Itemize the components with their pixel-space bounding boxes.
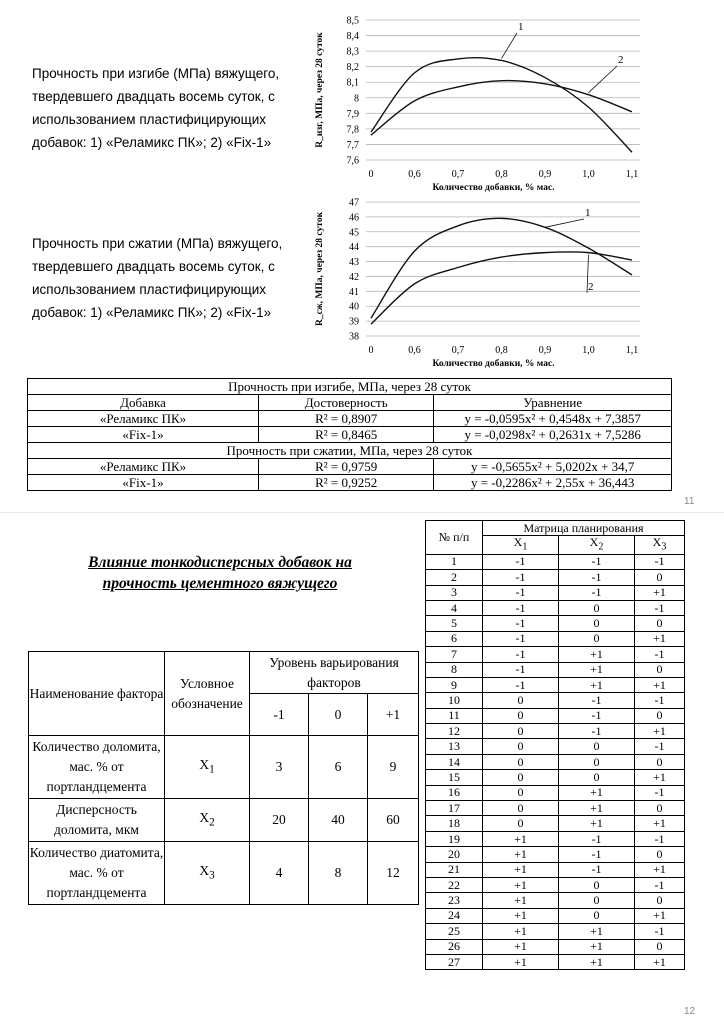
eq-cell: y = -0,0595x² + 0,4548x + 7,3857 xyxy=(434,411,672,427)
factor-value: 4 xyxy=(250,842,309,905)
matrix-cell: +1 xyxy=(635,724,685,739)
table-row xyxy=(426,724,685,739)
table-row xyxy=(426,570,685,585)
matrix-cell: -1 xyxy=(483,554,559,569)
x-tick-label: 1,0 xyxy=(582,345,595,356)
matrix-cell: 0 xyxy=(635,708,685,723)
matrix-row-number: 12 xyxy=(426,724,483,739)
matrix-cell: -1 xyxy=(483,677,559,692)
matrix-cell: 0 xyxy=(559,631,635,646)
matrix-row-number: 2 xyxy=(426,570,483,585)
x-tick-label: 0,7 xyxy=(451,169,465,180)
matrix-cell: 0 xyxy=(483,708,559,723)
matrix-row-number: 6 xyxy=(426,631,483,646)
matrix-cell: 0 xyxy=(559,877,635,892)
table-row xyxy=(28,427,672,443)
matrix-header-num: № п/п xyxy=(426,521,483,555)
matrix-cell: -1 xyxy=(635,554,685,569)
matrix-row-number: 4 xyxy=(426,600,483,615)
matrix-cell: -1 xyxy=(635,785,685,800)
matrix-cell: +1 xyxy=(559,785,635,800)
matrix-cell: -1 xyxy=(635,739,685,754)
matrix-cell: 0 xyxy=(635,662,685,677)
equation-table xyxy=(27,378,672,491)
y-tick-label: 45 xyxy=(349,227,359,239)
matrix-cell: -1 xyxy=(559,554,635,569)
matrix-cell: +1 xyxy=(559,924,635,939)
eq-cell: «Реламикс ПК» xyxy=(28,459,259,475)
table-row xyxy=(426,600,685,615)
matrix-row-number: 16 xyxy=(426,785,483,800)
factor-name: Дисперсность доломита, мкм xyxy=(29,799,165,842)
matrix-cell: 0 xyxy=(483,801,559,816)
matrix-col-x1: $X_1$ xyxy=(483,536,559,554)
table-row xyxy=(426,585,685,600)
factor-value: 40 xyxy=(309,799,368,842)
factor-value: 8 xyxy=(309,842,368,905)
x-tick-label: 0 xyxy=(368,169,374,180)
x-tick-label: 0,9 xyxy=(538,169,552,180)
x-tick-label: 0,9 xyxy=(538,345,552,356)
y-tick-label: 8,3 xyxy=(346,46,359,58)
matrix-cell: -1 xyxy=(635,647,685,662)
table-row xyxy=(426,785,685,800)
eq-cell: «Реламикс ПК» xyxy=(28,411,259,427)
matrix-row-number: 1 xyxy=(426,554,483,569)
chart-bending-strength xyxy=(300,8,639,203)
eq-cell: R² = 0,8907 xyxy=(259,411,434,427)
y-axis-label: R_изг, МПа, через 28 суток xyxy=(315,32,325,148)
matrix-cell: +1 xyxy=(559,662,635,677)
page-number: 12 xyxy=(684,1006,696,1017)
matrix-col-x3: $X_3$ xyxy=(635,536,685,554)
x-axis-label: Количество добавки, % мас. xyxy=(432,183,555,193)
y-tick-label: 8,1 xyxy=(346,77,359,89)
eq-header-reliability: Достоверность xyxy=(259,395,434,411)
matrix-cell: -1 xyxy=(635,877,685,892)
y-axis-label: R_сж, МПа, через 28 суток xyxy=(315,211,325,327)
matrix-row-number: 7 xyxy=(426,647,483,662)
matrix-cell: 0 xyxy=(635,570,685,585)
matrix-cell: 0 xyxy=(559,739,635,754)
matrix-cell: -1 xyxy=(483,616,559,631)
page-divider xyxy=(0,512,724,513)
y-tick-label: 7,6 xyxy=(346,155,359,167)
y-tick-label: 7,8 xyxy=(346,124,359,136)
matrix-cell: +1 xyxy=(559,954,635,969)
matrix-row-number: 19 xyxy=(426,831,483,846)
matrix-row-number: 21 xyxy=(426,862,483,877)
factor-value: 12 xyxy=(368,842,419,905)
x-axis-label: Количество добавки, % мас. xyxy=(432,359,555,369)
matrix-cell: -1 xyxy=(559,862,635,877)
table-row xyxy=(426,831,685,846)
matrix-row-number: 14 xyxy=(426,754,483,769)
y-tick-label: 8 xyxy=(354,93,359,105)
table-row xyxy=(28,411,672,427)
matrix-cell: +1 xyxy=(483,939,559,954)
series-line-1 xyxy=(371,58,632,153)
matrix-row-number: 9 xyxy=(426,677,483,692)
matrix-cell: +1 xyxy=(483,877,559,892)
matrix-cell: 0 xyxy=(483,754,559,769)
table-row xyxy=(426,893,685,908)
factors-header-levels: Уровень варьирования факторов xyxy=(250,652,419,694)
matrix-cell: +1 xyxy=(559,801,635,816)
factors-header-name: Наименование фактора xyxy=(29,652,165,736)
matrix-cell: +1 xyxy=(483,831,559,846)
matrix-cell: +1 xyxy=(635,816,685,831)
page-number: 11 xyxy=(684,496,695,507)
table-row xyxy=(426,693,685,708)
y-tick-label: 42 xyxy=(349,271,359,283)
y-tick-label: 47 xyxy=(349,197,359,209)
matrix-cell: 0 xyxy=(483,816,559,831)
matrix-cell: -1 xyxy=(483,585,559,600)
matrix-cell: -1 xyxy=(559,585,635,600)
matrix-cell: -1 xyxy=(483,600,559,615)
factor-value: 3 xyxy=(250,736,309,799)
series-label: 1 xyxy=(518,21,524,33)
x-tick-label: 0,8 xyxy=(495,345,508,356)
x-tick-label: 1,1 xyxy=(625,345,639,356)
matrix-cell: 0 xyxy=(559,754,635,769)
matrix-row-number: 13 xyxy=(426,739,483,754)
matrix-cell: -1 xyxy=(559,847,635,862)
eq-cell: «Fix-1» xyxy=(28,475,259,491)
y-tick-label: 8,4 xyxy=(346,31,359,43)
y-tick-label: 43 xyxy=(349,257,359,269)
matrix-row-number: 18 xyxy=(426,816,483,831)
factors-header-symbol: Условное обозначение xyxy=(165,652,250,736)
matrix-cell: -1 xyxy=(483,570,559,585)
factor-symbol: $X_3$ xyxy=(165,842,250,905)
factor-value: 9 xyxy=(368,736,419,799)
x-tick-label: 0,7 xyxy=(451,345,465,356)
matrix-cell: -1 xyxy=(559,570,635,585)
matrix-row-number: 27 xyxy=(426,954,483,969)
eq-cell: y = -0,0298x² + 0,2631x + 7,5286 xyxy=(434,427,672,443)
y-tick-label: 40 xyxy=(349,301,359,313)
x-tick-label: 1,0 xyxy=(582,169,595,180)
matrix-row-number: 25 xyxy=(426,924,483,939)
factors-level: +1 xyxy=(368,694,419,736)
eq-section1-title: Прочность при изгибе, МПа, через 28 суток xyxy=(28,379,672,395)
matrix-row-number: 10 xyxy=(426,693,483,708)
y-tick-label: 46 xyxy=(349,212,359,224)
table-row xyxy=(426,677,685,692)
matrix-cell: +1 xyxy=(483,893,559,908)
y-tick-label: 44 xyxy=(349,242,359,254)
table-row xyxy=(29,736,419,799)
page-title: Влияние тонкодисперсных добавок на прочность цементного вяжущего xyxy=(88,554,352,592)
matrix-cell: +1 xyxy=(559,939,635,954)
matrix-cell: 0 xyxy=(635,893,685,908)
matrix-row-number: 20 xyxy=(426,847,483,862)
x-tick-label: 0,8 xyxy=(495,169,508,180)
matrix-cell: 0 xyxy=(635,801,685,816)
eq-cell: R² = 0,9759 xyxy=(259,459,434,475)
matrix-cell: -1 xyxy=(483,647,559,662)
matrix-cell: +1 xyxy=(635,954,685,969)
matrix-cell: -1 xyxy=(635,600,685,615)
eq-cell: «Fix-1» xyxy=(28,427,259,443)
matrix-cell: +1 xyxy=(559,816,635,831)
table-row xyxy=(426,924,685,939)
series-leader xyxy=(589,66,618,93)
table-row xyxy=(426,816,685,831)
series-leader xyxy=(545,219,584,227)
matrix-cell: +1 xyxy=(635,677,685,692)
factor-value: 60 xyxy=(368,799,419,842)
table-row xyxy=(426,708,685,723)
x-tick-label: 0,6 xyxy=(408,169,421,180)
matrix-cell: -1 xyxy=(559,693,635,708)
y-tick-label: 8,5 xyxy=(346,15,359,27)
matrix-cell: +1 xyxy=(635,585,685,600)
table-row xyxy=(29,842,419,905)
matrix-row-number: 24 xyxy=(426,908,483,923)
table-row xyxy=(426,662,685,677)
matrix-row-number: 15 xyxy=(426,770,483,785)
matrix-cell: 0 xyxy=(635,847,685,862)
matrix-row-number: 23 xyxy=(426,893,483,908)
matrix-cell: +1 xyxy=(635,631,685,646)
table-row xyxy=(426,631,685,646)
matrix-cell: 0 xyxy=(635,939,685,954)
matrix-row-number: 22 xyxy=(426,877,483,892)
table-row xyxy=(426,862,685,877)
x-tick-label: 1,1 xyxy=(625,169,639,180)
matrix-cell: 0 xyxy=(559,600,635,615)
table-row xyxy=(426,616,685,631)
factor-symbol: $X_2$ xyxy=(165,799,250,842)
matrix-cell: 0 xyxy=(559,616,635,631)
table-row xyxy=(426,847,685,862)
matrix-cell: -1 xyxy=(635,924,685,939)
matrix-cell: 0 xyxy=(483,724,559,739)
matrix-row-number: 11 xyxy=(426,708,483,723)
y-tick-label: 41 xyxy=(349,286,359,298)
eq-header-additive: Добавка xyxy=(28,395,259,411)
matrix-cell: 0 xyxy=(483,785,559,800)
matrix-cell: 0 xyxy=(559,770,635,785)
matrix-row-number: 17 xyxy=(426,801,483,816)
series-leader xyxy=(502,33,518,58)
matrix-cell: 0 xyxy=(559,893,635,908)
eq-cell: R² = 0,9252 xyxy=(259,475,434,491)
chart-compression-strength xyxy=(300,190,639,369)
matrix-cell: -1 xyxy=(635,831,685,846)
matrix-cell: -1 xyxy=(483,662,559,677)
matrix-cell: 0 xyxy=(635,754,685,769)
eq-cell: R² = 0,8465 xyxy=(259,427,434,443)
factors-table xyxy=(28,651,419,905)
matrix-cell: 0 xyxy=(635,616,685,631)
table-row xyxy=(426,739,685,754)
matrix-row-number: 8 xyxy=(426,662,483,677)
caption-bending: Прочность при изгибе (МПа) вяжущего, твердевшего двадцать восемь суток, с использованием пластифицирующих добавок: 1) «Реламикс ПК»; 2) «Fix-1» xyxy=(32,66,280,150)
matrix-cell: +1 xyxy=(635,862,685,877)
caption-compression: Прочность при сжатии (МПа) вяжущего, твердевшего двадцать восемь суток, с использованием пластифицирующих добавок: 1) «Реламикс ПК»; 2) «Fix-1» xyxy=(32,236,283,320)
matrix-row-number: 3 xyxy=(426,585,483,600)
series-line-1 xyxy=(371,218,632,318)
matrix-cell: +1 xyxy=(635,908,685,923)
factor-name: Количество диатомита, мас. % от портландцемента xyxy=(29,842,165,905)
matrix-cell: +1 xyxy=(483,924,559,939)
eq-cell: y = -0,5655x² + 5,0202x + 34,7 xyxy=(434,459,672,475)
factors-level: -1 xyxy=(250,694,309,736)
matrix-cell: +1 xyxy=(483,847,559,862)
factor-value: 6 xyxy=(309,736,368,799)
series-label: 2 xyxy=(588,281,594,293)
matrix-cell: -1 xyxy=(635,693,685,708)
matrix-row-number: 5 xyxy=(426,616,483,631)
matrix-cell: -1 xyxy=(559,708,635,723)
matrix-col-x2: $X_2$ xyxy=(559,536,635,554)
matrix-cell: +1 xyxy=(483,954,559,969)
table-row xyxy=(29,799,419,842)
eq-cell: y = -0,2286x² + 2,55x + 36,443 xyxy=(434,475,672,491)
matrix-cell: -1 xyxy=(559,831,635,846)
y-tick-label: 38 xyxy=(349,331,359,343)
factor-value: 20 xyxy=(250,799,309,842)
matrix-cell: -1 xyxy=(483,631,559,646)
y-tick-label: 8,2 xyxy=(346,62,359,74)
table-row xyxy=(426,908,685,923)
table-row xyxy=(426,554,685,569)
factors-level: 0 xyxy=(309,694,368,736)
matrix-cell: 0 xyxy=(483,693,559,708)
eq-header-equation: Уравнение xyxy=(434,395,672,411)
matrix-cell: +1 xyxy=(635,770,685,785)
matrix-cell: +1 xyxy=(483,908,559,923)
table-row xyxy=(426,770,685,785)
x-tick-label: 0,6 xyxy=(408,345,421,356)
y-tick-label: 7,9 xyxy=(346,108,359,120)
table-row xyxy=(426,801,685,816)
y-tick-label: 7,7 xyxy=(346,139,359,151)
factor-name: Количество доломита, мас. % от портландцемента xyxy=(29,736,165,799)
table-row xyxy=(426,754,685,769)
series-label: 2 xyxy=(618,54,624,66)
table-row xyxy=(426,877,685,892)
matrix-cell: +1 xyxy=(559,647,635,662)
matrix-cell: +1 xyxy=(559,677,635,692)
table-row xyxy=(426,939,685,954)
table-row xyxy=(426,954,685,969)
matrix-cell: -1 xyxy=(559,724,635,739)
table-row xyxy=(426,647,685,662)
matrix-row-number: 26 xyxy=(426,939,483,954)
matrix-cell: 0 xyxy=(483,770,559,785)
table-row xyxy=(28,475,672,491)
y-tick-label: 39 xyxy=(349,316,359,328)
matrix-cell: +1 xyxy=(483,862,559,877)
table-row xyxy=(28,459,672,475)
x-tick-label: 0 xyxy=(368,345,374,356)
matrix-header-group: Матрица планирования xyxy=(483,521,685,536)
matrix-cell: 0 xyxy=(483,739,559,754)
eq-section2-title: Прочность при сжатии, МПа, через 28 суток xyxy=(28,443,672,459)
series-label: 1 xyxy=(585,207,591,219)
matrix-cell: 0 xyxy=(559,908,635,923)
planning-matrix-table xyxy=(425,520,685,970)
factor-symbol: $X_1$ xyxy=(165,736,250,799)
